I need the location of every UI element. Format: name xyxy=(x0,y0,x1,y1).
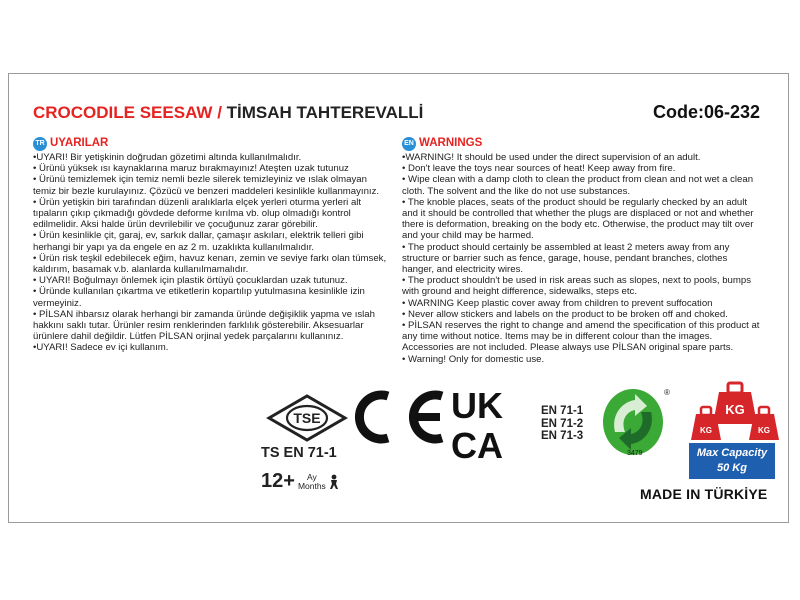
warning-line: • Warning! Only for domestic use. xyxy=(402,353,545,365)
warning-line: • The product shouldn't be used in risk areas such as slopes, next to pools, bumps xyxy=(402,275,751,287)
warning-line: • Never allow stickers and labels on the product to be broken off and choked. xyxy=(402,308,728,320)
warning-line: • WARNING Keep plastic cover away from children to prevent suffocation xyxy=(402,297,713,309)
capacity-line2: 50 Kg xyxy=(717,462,747,474)
warning-line: • PİLSAN ihbarsız olarak herhangi bir zamanda üründe değişiklik yapma ve ıslah xyxy=(33,308,375,320)
weight-label: KG xyxy=(700,426,712,435)
en-standard: EN 71-3 xyxy=(541,430,584,442)
warning-line: ürünlere dahil değildir. Lütfen PİLSAN orjinal yedek parçalarını kullanınız. xyxy=(33,331,344,343)
green-dot-number: 3479 xyxy=(627,450,643,457)
age-units xyxy=(298,473,326,491)
warning-line: •UYARI! Bir yetişkinin doğrudan gözetimi altında kullanılmalıdır. xyxy=(33,152,302,163)
english-warnings xyxy=(402,136,762,365)
en-standard: EN 71-2 xyxy=(541,417,584,430)
warning-line: Accessories are not included. Please always use PİLSAN original spare parts. xyxy=(402,342,734,354)
child-icon xyxy=(328,474,340,490)
age-unit-tr: Ay xyxy=(306,471,317,482)
warning-line: cloth. The solvent and the like do not use substances. xyxy=(402,185,631,197)
warning-line: • Ürün risk teşkil edebilecek eğim, havuz kenarı, zemin ve seviye farkı olan tümsek, xyxy=(33,252,387,264)
title-turkish: TİMSAH TAHTEREVALLİ xyxy=(226,103,424,122)
title-english: CROCODILE SEESAW xyxy=(33,103,213,122)
tse-standard: TS EN 71-1 xyxy=(261,445,337,461)
warning-line: edilmelidir. Aksi halde ürün devrilebilir ve çocuğunuz zarar görebilir. xyxy=(33,219,318,231)
warning-line: vermeyiniz. xyxy=(33,297,82,309)
ukca-top: UK xyxy=(451,385,503,426)
warning-line: temiz bir bezle kurulayınız. Çözücü ve benzeri maddeleri kesinlikle kullanmayınız. xyxy=(33,185,380,197)
warning-line: • Ürün kesinlikle çit, garaj, ev, sarkık dallar, çamaşır askıları, elektrik telleri gibi xyxy=(33,230,364,242)
warning-line: • UYARI! Boğulmayı önlemek için plastik örtüyü çocuklardan uzak tutunuz. xyxy=(33,275,348,287)
warning-line: •UYARI! Sadece ev içi kullanım. xyxy=(33,342,169,354)
warning-line: there is deformation, breaking on the body etc. Otherwise, the product may tilt over xyxy=(402,219,754,231)
ce-mark-icon xyxy=(348,386,396,448)
tr-heading-row xyxy=(33,136,393,152)
age-mark xyxy=(261,470,340,493)
ce-mark-e-icon xyxy=(402,386,450,448)
weight-label: KG xyxy=(758,426,770,435)
warning-line: • Ürün yetişkin biri tarafından düzenli aralıklarla elçek yerleri oturma yerleri alt xyxy=(33,196,362,208)
en-heading: WARNINGS xyxy=(419,137,483,150)
warning-line: structure or barrier such as fence, garage, house, pendant branches, clothes xyxy=(402,252,728,264)
en-standard: EN 71-1 xyxy=(541,405,584,417)
warning-line: • Ürünü temizlemek için temiz nemli bezle silerek temizleyiniz ve ıslak olmayan xyxy=(33,174,367,186)
warning-line: any time without notice. Items may be in different colour than the images. xyxy=(402,331,713,343)
tr-flag-badge: TR xyxy=(33,137,47,151)
product-title xyxy=(33,103,423,123)
tr-heading: UYARILAR xyxy=(50,137,109,150)
en-flag-badge: EN xyxy=(402,137,416,151)
warning-line: •WARNING! It should be used under the direct supervision of an adult. xyxy=(402,152,701,163)
warning-line: hakkını saklı tutar. Ürünler resim renklerinden farklılık gösterebilir. Aksesuarlar xyxy=(33,320,364,332)
warning-line: hanger, and electricity wires. xyxy=(402,264,524,276)
warning-line: • The knoble places, seats of the product should be regularly checked by an adult xyxy=(402,196,748,208)
en-warning-list xyxy=(402,152,762,365)
warning-line: herhangi bir yapı ya da engele en az 2 m. uzaklıkta kullanılmalıdır. xyxy=(33,241,315,253)
product-label xyxy=(8,73,789,523)
ukca-bottom: CA xyxy=(451,425,503,466)
ukca-mark-icon xyxy=(449,385,529,466)
tse-mark-text: TSE xyxy=(293,410,321,426)
warning-line: kaldırım, basamak v.b. alanlarda kullanılmamalıdır. xyxy=(33,264,249,276)
warning-line: with ground and height difference, sidewalks, steps etc. xyxy=(402,286,638,298)
warning-line: • The product should certainly be assembled at least 2 meters away from any xyxy=(402,241,730,253)
warning-line: • Don't leave the toys near sources of heat! Keep away from fire. xyxy=(402,163,676,175)
registered-symbol: ® xyxy=(664,388,670,397)
tr-warning-list xyxy=(33,152,393,354)
warning-line: • Üründe kullanılan çıkartma ve etiketlerin kopartılıp yutulmasına kesinlikle izin xyxy=(33,286,365,298)
weight-label: KG xyxy=(725,402,745,417)
warning-line: • Ürünü yüksek ısı kaynaklarına maruz bırakmayınız! Ateşten uzak tutunuz xyxy=(33,163,349,175)
made-in-label: MADE IN TÜRKİYE xyxy=(640,486,768,502)
title-separator: / xyxy=(212,103,227,122)
warning-line: and it should be controlled that whether the plugs are displaced or not and whether xyxy=(402,208,754,220)
green-dot-recycling-icon xyxy=(601,386,669,458)
age-unit-en: Months xyxy=(297,480,326,491)
en-standards-list xyxy=(541,405,583,443)
warning-line: • Wipe clean with a damp cloth to clean the product from clean and not wet a clean xyxy=(402,174,754,186)
capacity-line1: Max Capacity xyxy=(696,447,768,459)
max-capacity-box xyxy=(689,443,775,479)
turkish-warnings xyxy=(33,136,393,354)
age-number: 12+ xyxy=(261,470,295,492)
warning-line: tıpaların çıkıp çıkmadığı gövdede deforme kırılma vb. olup olmadığı kontrol xyxy=(33,208,351,220)
warning-line: and your child may be harmed. xyxy=(402,230,534,242)
product-code: Code:06-232 xyxy=(652,102,760,122)
warning-line: • PİLSAN reserves the right to change and amend the specification of this product at xyxy=(402,320,760,332)
en-heading-row xyxy=(402,136,762,152)
